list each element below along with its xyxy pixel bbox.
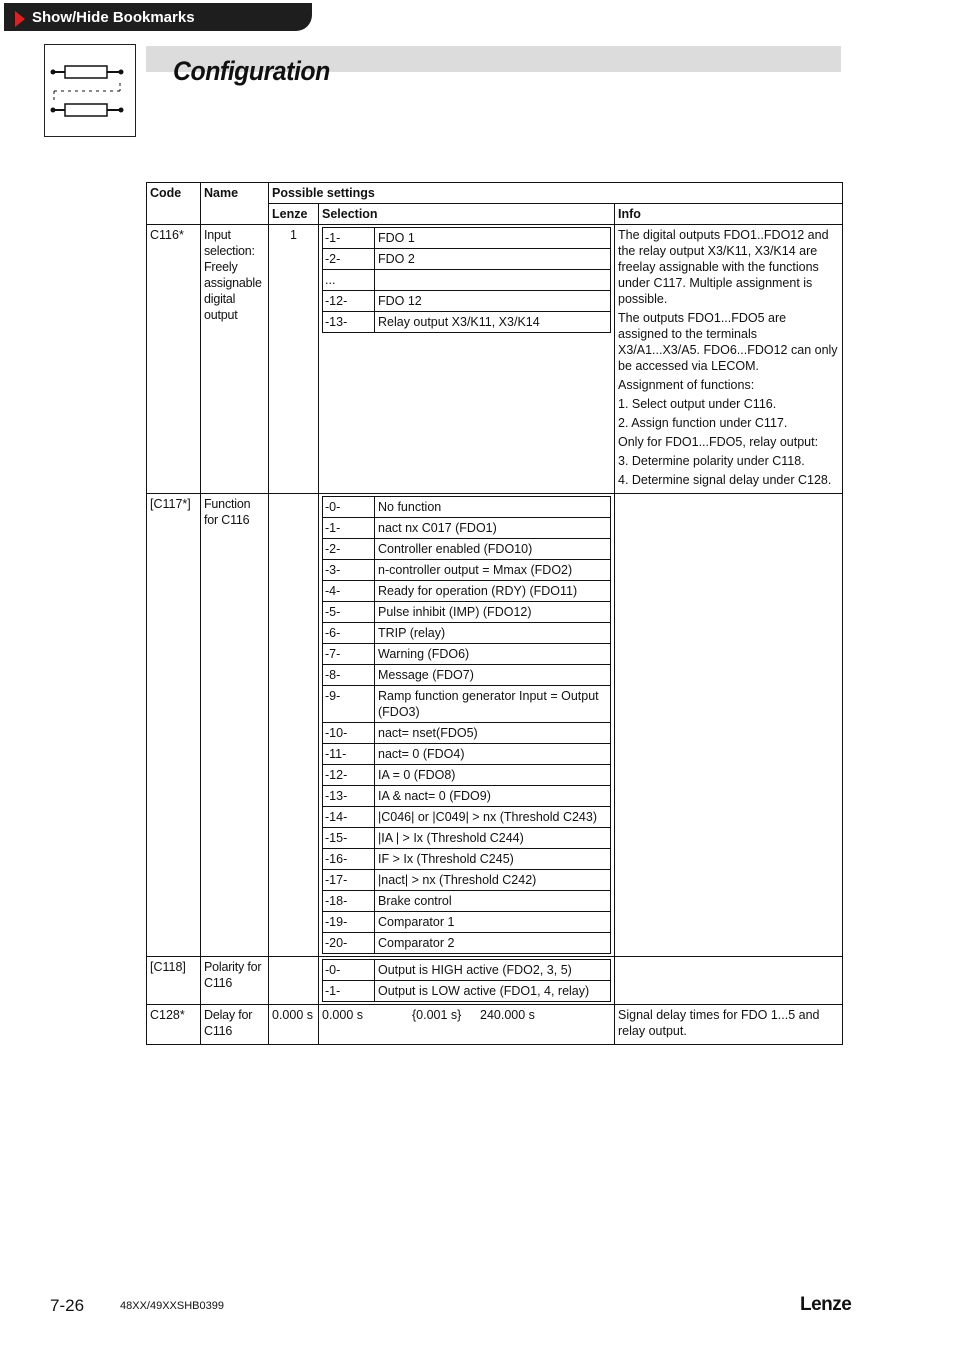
option-text [375, 270, 611, 291]
option-item [323, 828, 611, 849]
option-item [323, 765, 611, 786]
option-text: Message (FDO7) [375, 665, 611, 686]
info-cell [615, 494, 843, 957]
lenze-cell: 1 [269, 225, 319, 494]
option-number: -2- [323, 539, 375, 560]
option-item [323, 560, 611, 581]
configuration-icon [44, 44, 136, 137]
option-text: |nact| > nx (Threshold C242) [375, 870, 611, 891]
option-item [323, 623, 611, 644]
option-text: nact= 0 (FDO4) [375, 744, 611, 765]
option-item [323, 933, 611, 954]
option-item [323, 849, 611, 870]
option-text: IF > Ix (Threshold C245) [375, 849, 611, 870]
range-min: 0.000 s [322, 1008, 364, 1022]
header-selection: Selection [319, 204, 615, 225]
lenze-cell: 0.000 s [269, 1005, 319, 1045]
option-item [323, 602, 611, 623]
option-number: ... [323, 270, 375, 291]
lenze-cell [269, 957, 319, 1005]
option-number: -1- [323, 228, 375, 249]
option-text: Relay output X3/K11, X3/K14 [375, 312, 611, 333]
option-item [323, 644, 611, 665]
info-text: 3. Determine polarity under C118. [618, 454, 805, 468]
option-item [323, 291, 611, 312]
name-cell: Delay for C116 [201, 1005, 269, 1045]
option-text: Brake control [375, 891, 611, 912]
option-item [323, 270, 611, 291]
option-number: -8- [323, 665, 375, 686]
name-cell: Polarity for C116 [201, 957, 269, 1005]
name-cell: Function for C116 [201, 494, 269, 957]
configuration-table [146, 182, 843, 1045]
option-item [323, 312, 611, 333]
option-list [322, 496, 611, 954]
option-number: -1- [323, 518, 375, 539]
header-possible-settings: Possible settings [269, 183, 843, 204]
option-item [323, 981, 611, 1002]
option-item [323, 665, 611, 686]
table-header-row [147, 183, 843, 204]
range-max: 240.000 s [480, 1008, 535, 1022]
document-id: 48XX/49XXSHB0399 [120, 1300, 224, 1312]
option-list [322, 227, 611, 333]
option-text: Comparator 2 [375, 933, 611, 954]
option-text: IA = 0 (FDO8) [375, 765, 611, 786]
selection-cell [319, 225, 615, 494]
option-list [322, 959, 611, 1002]
option-text: Ramp function generator Input = Output (FDO3) [375, 686, 611, 723]
option-text: Controller enabled (FDO10) [375, 539, 611, 560]
option-text: Comparator 1 [375, 912, 611, 933]
option-item [323, 723, 611, 744]
option-text: FDO 2 [375, 249, 611, 270]
option-number: -1- [323, 981, 375, 1002]
table-row [147, 494, 843, 957]
range-step: {0.001 s} [412, 1008, 462, 1022]
code-cell: [C118] [147, 957, 201, 1005]
option-text: |IA | > Ix (Threshold C244) [375, 828, 611, 849]
option-number: -10- [323, 723, 375, 744]
option-number: -17- [323, 870, 375, 891]
info-cell [615, 225, 843, 494]
show-hide-bookmarks-button[interactable] [4, 3, 312, 31]
bookmark-label: Show/Hide Bookmarks [32, 9, 195, 26]
option-item [323, 518, 611, 539]
option-text: n-controller output = Mmax (FDO2) [375, 560, 611, 581]
option-number: -13- [323, 786, 375, 807]
header-code: Code [147, 183, 201, 225]
option-item [323, 228, 611, 249]
option-number: -13- [323, 312, 375, 333]
option-number: -15- [323, 828, 375, 849]
option-text: nact nx C017 (FDO1) [375, 518, 611, 539]
option-text: FDO 12 [375, 291, 611, 312]
option-text: Ready for operation (RDY) (FDO11) [375, 581, 611, 602]
option-item [323, 744, 611, 765]
option-item [323, 497, 611, 518]
option-text: Pulse inhibit (IMP) (FDO12) [375, 602, 611, 623]
info-cell [615, 957, 843, 1005]
info-text: The digital outputs FDO1..FDO12 and the relay output X3/K11, X3/K14 are freelay assignable with the functions under C117. Multiple assignment is possible. [618, 228, 829, 306]
table-row [147, 957, 843, 1005]
brand-logo: Lenze [800, 1294, 852, 1315]
option-number: -20- [323, 933, 375, 954]
header-info: Info [615, 204, 843, 225]
option-number: -19- [323, 912, 375, 933]
option-text: Output is HIGH active (FDO2, 3, 5) [375, 960, 611, 981]
option-number: -14- [323, 807, 375, 828]
option-item [323, 870, 611, 891]
option-number: -12- [323, 765, 375, 786]
option-number: -3- [323, 560, 375, 581]
info-text: 2. Assign function under C117. [618, 416, 788, 430]
option-number: -2- [323, 249, 375, 270]
option-item [323, 960, 611, 981]
info-text: 1. Select output under C116. [618, 397, 777, 411]
option-item [323, 249, 611, 270]
page-number: 7-26 [50, 1296, 85, 1315]
info-text: The outputs FDO1...FDO5 are assigned to the terminals X3/A1...X3/A5. FDO6...FDO12 can only be accessed via LECOM. [618, 311, 838, 373]
option-item [323, 539, 611, 560]
table-row [147, 1005, 843, 1045]
page-title: Configuration [173, 56, 330, 86]
option-text: IA & nact= 0 (FDO9) [375, 786, 611, 807]
option-text: Warning (FDO6) [375, 644, 611, 665]
code-cell: C128* [147, 1005, 201, 1045]
header-name: Name [201, 183, 269, 225]
option-number: -5- [323, 602, 375, 623]
option-number: -0- [323, 497, 375, 518]
info-text: Signal delay times for FDO 1...5 and relay output. [618, 1008, 820, 1038]
selection-cell [319, 494, 615, 957]
option-item [323, 807, 611, 828]
info-cell [615, 1005, 843, 1045]
option-number: -4- [323, 581, 375, 602]
option-number: -11- [323, 744, 375, 765]
option-item [323, 786, 611, 807]
selection-cell [319, 1005, 615, 1045]
option-item [323, 912, 611, 933]
option-text: No function [375, 497, 611, 518]
name-cell: Input selection: Freely assignable digital output [201, 225, 269, 494]
option-number: -9- [323, 686, 375, 723]
lenze-cell [269, 494, 319, 957]
option-text: TRIP (relay) [375, 623, 611, 644]
option-text: FDO 1 [375, 228, 611, 249]
bookmark-arrow-icon [15, 11, 25, 27]
option-text: |C046| or |C049| > nx (Threshold C243) [375, 807, 611, 828]
option-item [323, 686, 611, 723]
info-text: Only for FDO1...FDO5, relay output: [618, 435, 819, 449]
option-text: nact= nset(FDO5) [375, 723, 611, 744]
header-lenze: Lenze [269, 204, 319, 225]
info-text: 4. Determine signal delay under C128. [618, 473, 832, 487]
option-number: -12- [323, 291, 375, 312]
code-cell: [C117*] [147, 494, 201, 957]
info-text: Assignment of functions: [618, 378, 755, 392]
selection-cell [319, 957, 615, 1005]
option-number: -16- [323, 849, 375, 870]
option-item [323, 581, 611, 602]
option-number: -7- [323, 644, 375, 665]
option-text: Output is LOW active (FDO1, 4, relay) [375, 981, 611, 1002]
table-row [147, 225, 843, 494]
option-number: -6- [323, 623, 375, 644]
option-item [323, 891, 611, 912]
option-number: -18- [323, 891, 375, 912]
code-cell: C116* [147, 225, 201, 494]
option-number: -0- [323, 960, 375, 981]
